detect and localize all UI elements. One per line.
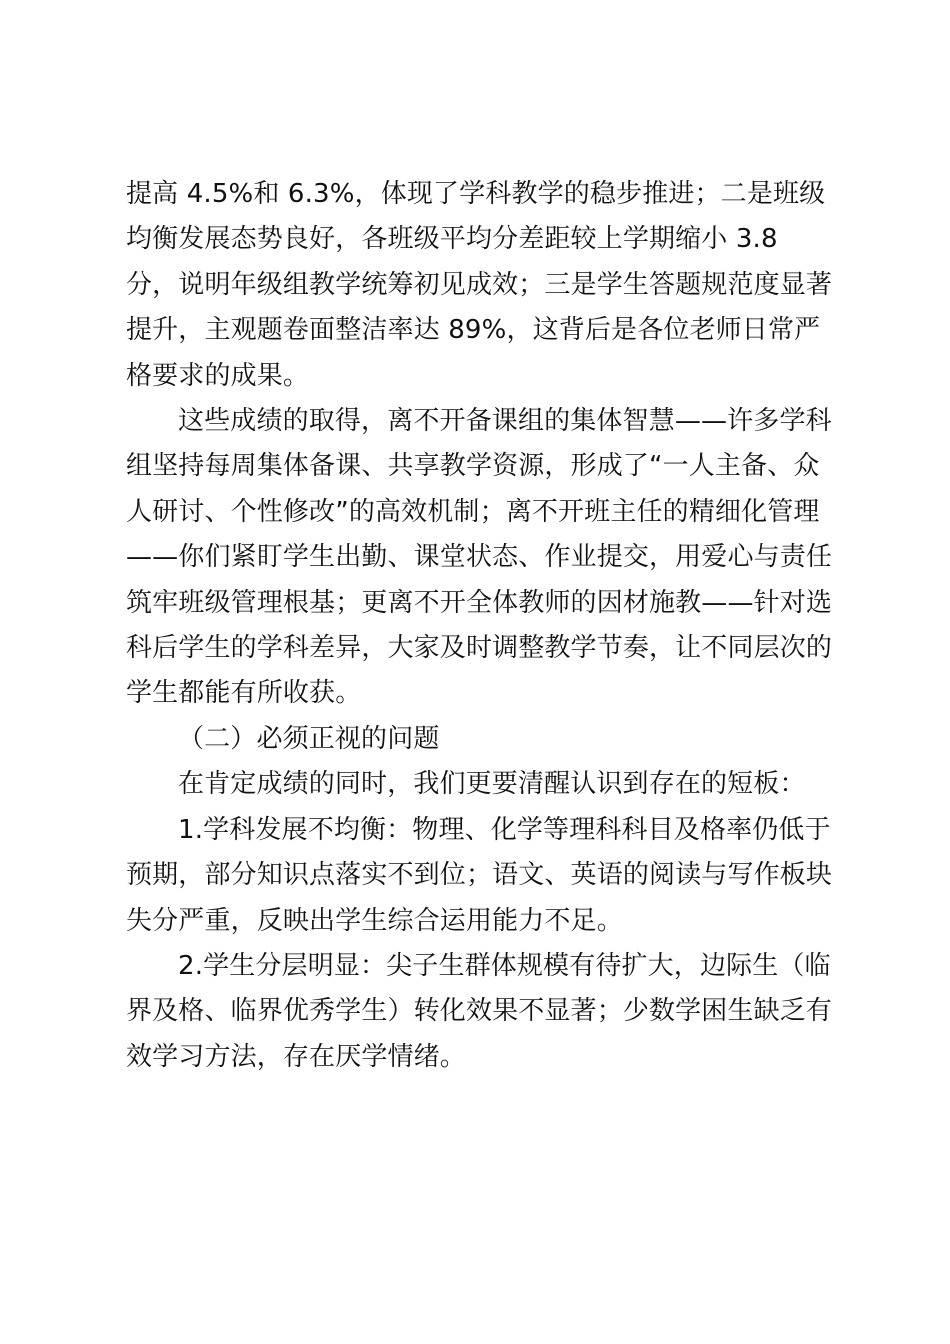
section-heading-problems: （二）必须正视的问题 [178,723,440,754]
paragraph-problem-1: 1.学科发展不均衡：物理、化学等理科科目及格率仍低于预期，部分知识点落实不到位；语文、英语的阅读与写作板块失分严重，反映出学生综合运用能力不足。 [126,814,833,936]
paragraph-achievement-reasons: 这些成绩的取得，离不开备课组的集体智慧——许多学科组坚持每周集体备课、共享教学资源，形成了“一人主备、众人研讨、个性修改”的高效机制；离不开班主任的精细化管理——你们紧盯学生出勤、课堂状态、作业提交，用爱心与责任筑牢班级管理根基；更离不开全体教师的因材施教——针对选科后学生的学科差异，大家及时调整教学节奏，让不同层次的学生都能有所收获。 [126,406,833,709]
document-body [126,172,836,1080]
paragraph-problems-intro: 在肯定成绩的同时，我们更要清醒认识到存在的短板： [178,769,806,800]
paragraph-achievements-continued: 提高 4.5%和 6.3%，体现了学科教学的稳步推进；二是班级均衡发展态势良好，各班级平均分差距较上学期缩小 3.8 分，说明年级组教学统筹初见成效；三是学生答题规范度显著提升，主观题卷面整洁率达 89%，这背后是各位老师日常严格要求的成果。 [126,179,833,391]
paragraph-problem-2: 2.学生分层明显：尖子生群体规模有待扩大，边际生（临界及格、临界优秀学生）转化效果不显著；少数学困生缺乏有效学习方法，存在厌学情绪。 [126,950,833,1072]
